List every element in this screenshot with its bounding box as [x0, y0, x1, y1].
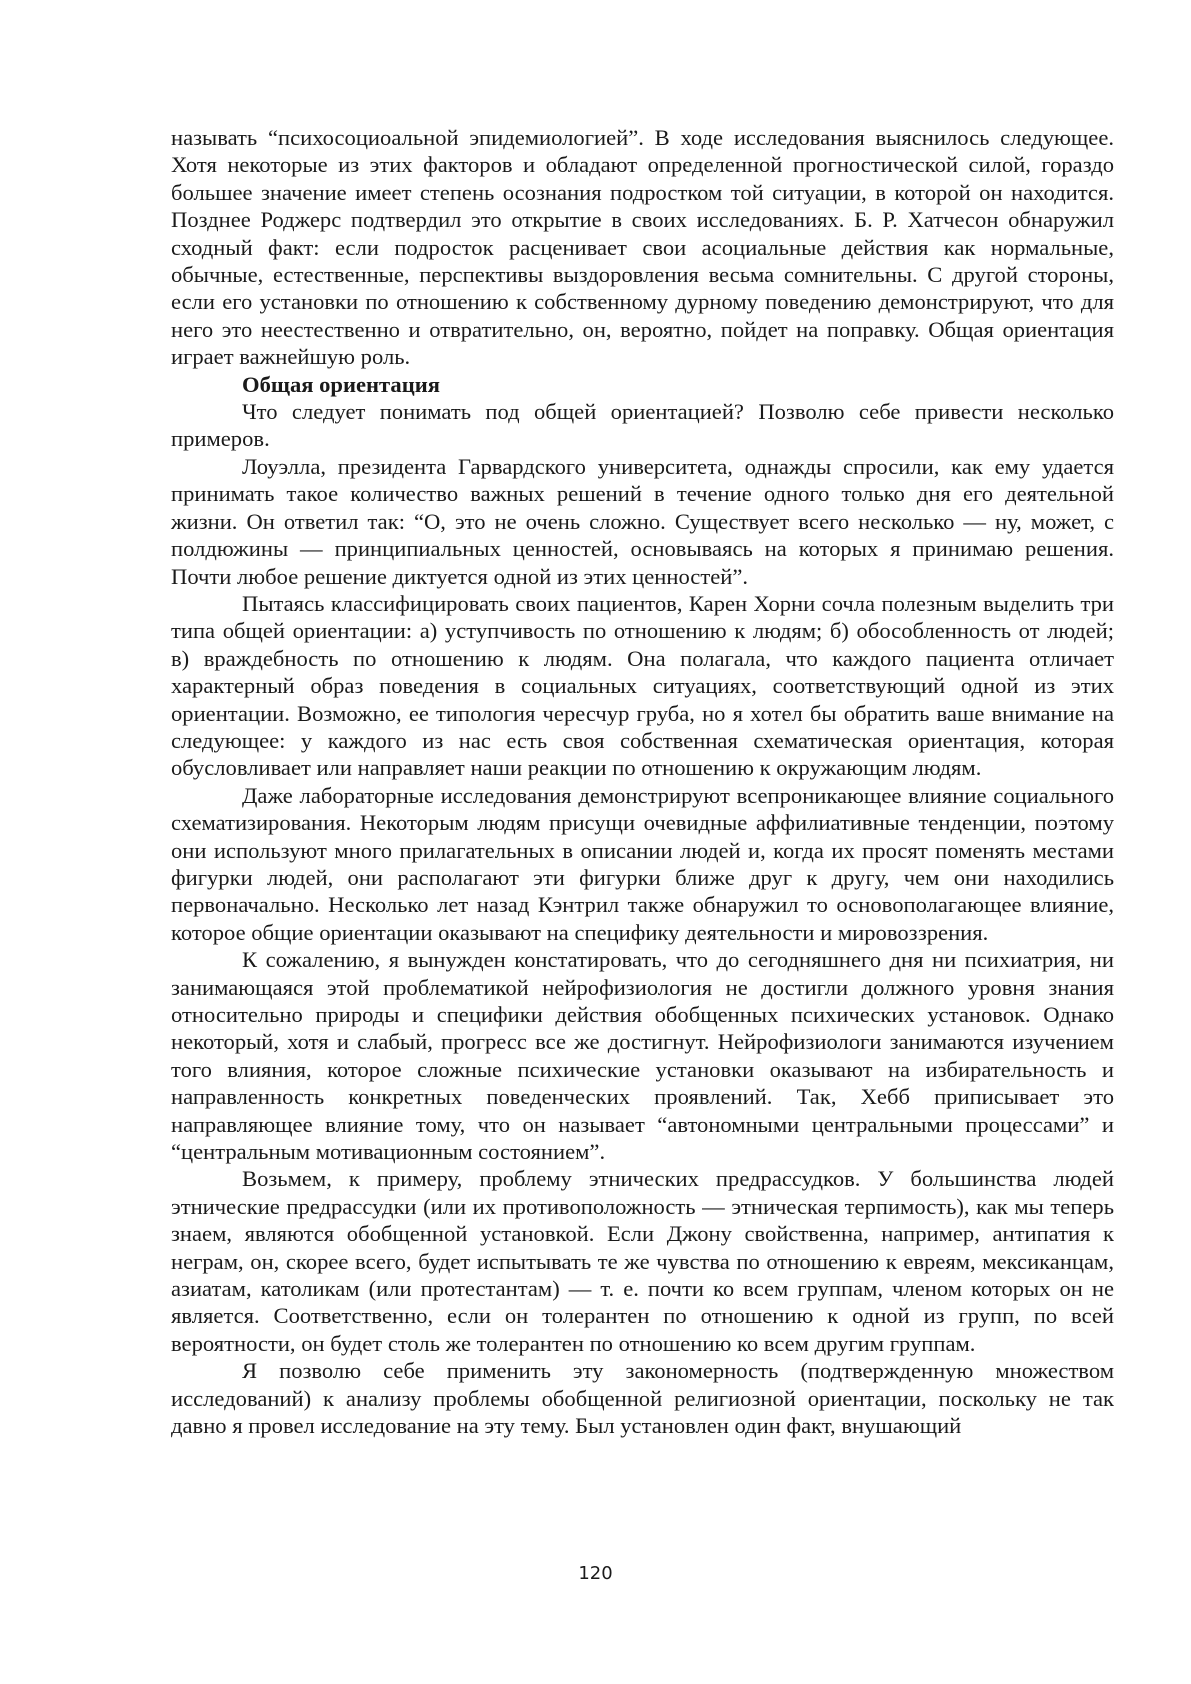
page-number: 120 — [578, 1563, 613, 1584]
section-heading: Общая ориентация — [242, 371, 440, 397]
paragraph: Даже лабораторные исследования демонстрируют всепроникающее влияние социального схематизирования. Некоторым людям присущи очевидные аффилиативные тенденции, поэтому они используют много прилагательных в описании людей и, когда их просят поменять местами фигурки людей, они располагают эти фигурки ближе друг к другу, чем они находились первоначально. Несколько лет назад Кэнтрил также обнаружил то основополагающее влияние, которое общие ориентации оказывают на специфику деятельности и мировоззрения. — [171, 782, 1114, 945]
paragraph-continued: называть “психосоциоальной эпидемиологией”. В ходе исследования выяснилось следующее. Хотя некоторые из этих факторов и обладают определенной прогностической силой, гораздо большее значение имеет степень осознания подростком той ситуации, в которой он находится. Позднее Роджерс подтвердил это открытие в своих исследованиях. Б. Р. Хатчесон обнаружил сходный факт: если подросток расценивает свои асоциальные действия как нормальные, обычные, естественные, перспективы выздоровления весьма сомнительны. С другой стороны, если его установки по отношению к собственному дурному поведению демонстрируют, что для него это неестественно и отвратительно, он, вероятно, пойдет на поправку. Общая ориентация играет важнейшую роль. — [171, 125, 1114, 370]
paragraph: Возьмем, к примеру, проблему этнических предрассудков. У большинства людей этнические предрассудки (или их противоположность — этническая терпимость), как мы теперь знаем, являются обобщенной установкой. Если Джону свойственна, например, антипатия к неграм, он, скорее всего, будет испытывать те же чувства по отношению к евреям, мексиканцам, азиатам, католикам (или протестантам) — т. е. почти ко всем группам, членом которых он не является. Соответственно, если он толерантен по отношению к одной из групп, по всей вероятности, он будет столь же толерантен по отношению ко всем другим группам. — [171, 1166, 1114, 1356]
paragraph: Что следует понимать под общей ориентацией? Позволю себе привести несколько примеров. — [171, 399, 1114, 452]
paragraph: Лоуэлла, президента Гарвардского университета, однажды спросили, как ему удается принимать такое количество важных решений в течение одного только дня его деятельной жизни. Он ответил так: “О, это не очень сложно. Существует всего несколько — ну, может, с полдюжины — принципиальных ценностей, основываясь на которых я принимаю решения. Почти любое решение диктуется одной из этих ценностей”. — [171, 453, 1114, 589]
paragraph: К сожалению, я вынужден констатировать, что до сегодняшнего дня ни психиатрия, ни занимающаяся этой проблематикой нейрофизиология не достигли должного уровня знания относительно природы и специфики действия обобщенных психических установок. Однако некоторый, хотя и слабый, прогресс все же достигнут. Нейрофизиологи занимаются изучением того влияния, которое сложные психические установки оказывают на избирательность и направленность конкретных поведенческих проявлений. Так, Хебб приписывает это направляющее влияние тому, что он называет “автономными центральными процессами” и “центральным мотивационным состоянием”. — [171, 947, 1114, 1165]
body-text — [171, 124, 1114, 1440]
paragraph: Пытаясь классифицировать своих пациентов, Карен Хорни сочла полезным выделить три типа общей ориентации: а) уступчивость по отношению к людям; б) обособленность от людей; в) враждебность по отношению к людям. Она полагала, что каждого пациента отличает характерный образ поведения в социальных ситуациях, соответствующий одной из этих ориентации. Возможно, ее типология чересчур груба, но я хотел бы обратить ваше внимание на следующее: у каждого из нас есть своя собственная схематическая ориентация, которая обусловливает или направляет наши реакции по отношению к окружающим людям. — [171, 590, 1114, 781]
paragraph: Я позволю себе применить эту закономерность (подтвержденную множеством исследований) к анализу проблемы обобщенной религиозной ориентации, поскольку не так давно я провел исследование на эту тему. Был установлен один факт, внушающий — [171, 1358, 1114, 1439]
